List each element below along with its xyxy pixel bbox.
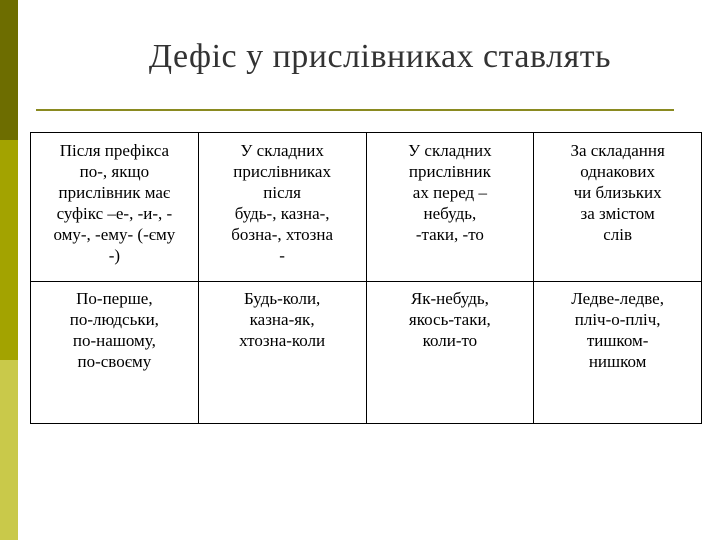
table-cell <box>534 282 702 424</box>
sidebar-dark-block <box>0 0 18 140</box>
cell-text: У складних прислівник ах перед – небудь, -таки, -то <box>408 141 492 244</box>
title-underline <box>36 109 674 111</box>
slide-title: Дефіс у прислівниках ставлять <box>148 38 612 75</box>
cell-text: Як-небудь, якось-таки, коли-то <box>408 289 491 351</box>
table-cell <box>198 282 366 424</box>
table-cell <box>31 282 199 424</box>
table-cell <box>31 133 199 282</box>
rules-table <box>30 132 702 424</box>
table-cell <box>366 282 534 424</box>
table-cell <box>366 133 534 282</box>
cell-text: По-перше, по-людськи, по-нашому, по-своєму <box>69 289 159 372</box>
cell-text: Після префікса по-, якщо прислівник має суфікс –е-, -и-, - ому-, -ему- (-єму -) <box>53 141 176 265</box>
table-cell <box>198 133 366 282</box>
sidebar-light-block <box>0 360 18 540</box>
decorative-sidebar <box>0 0 18 540</box>
table-row-rules <box>31 133 702 282</box>
cell-text: Будь-коли, казна-як, хтозна-коли <box>239 289 326 351</box>
table-row-examples <box>31 282 702 424</box>
cell-text: Ледве-ледве, пліч-о-пліч, тишком- нишком <box>571 289 664 372</box>
cell-text: У складних прислівниках після будь-, казна-, бозна-, хтозна - <box>231 141 334 265</box>
cell-text: За складання однакових чи близьких за змістом слів <box>570 141 665 244</box>
table-cell <box>534 133 702 282</box>
